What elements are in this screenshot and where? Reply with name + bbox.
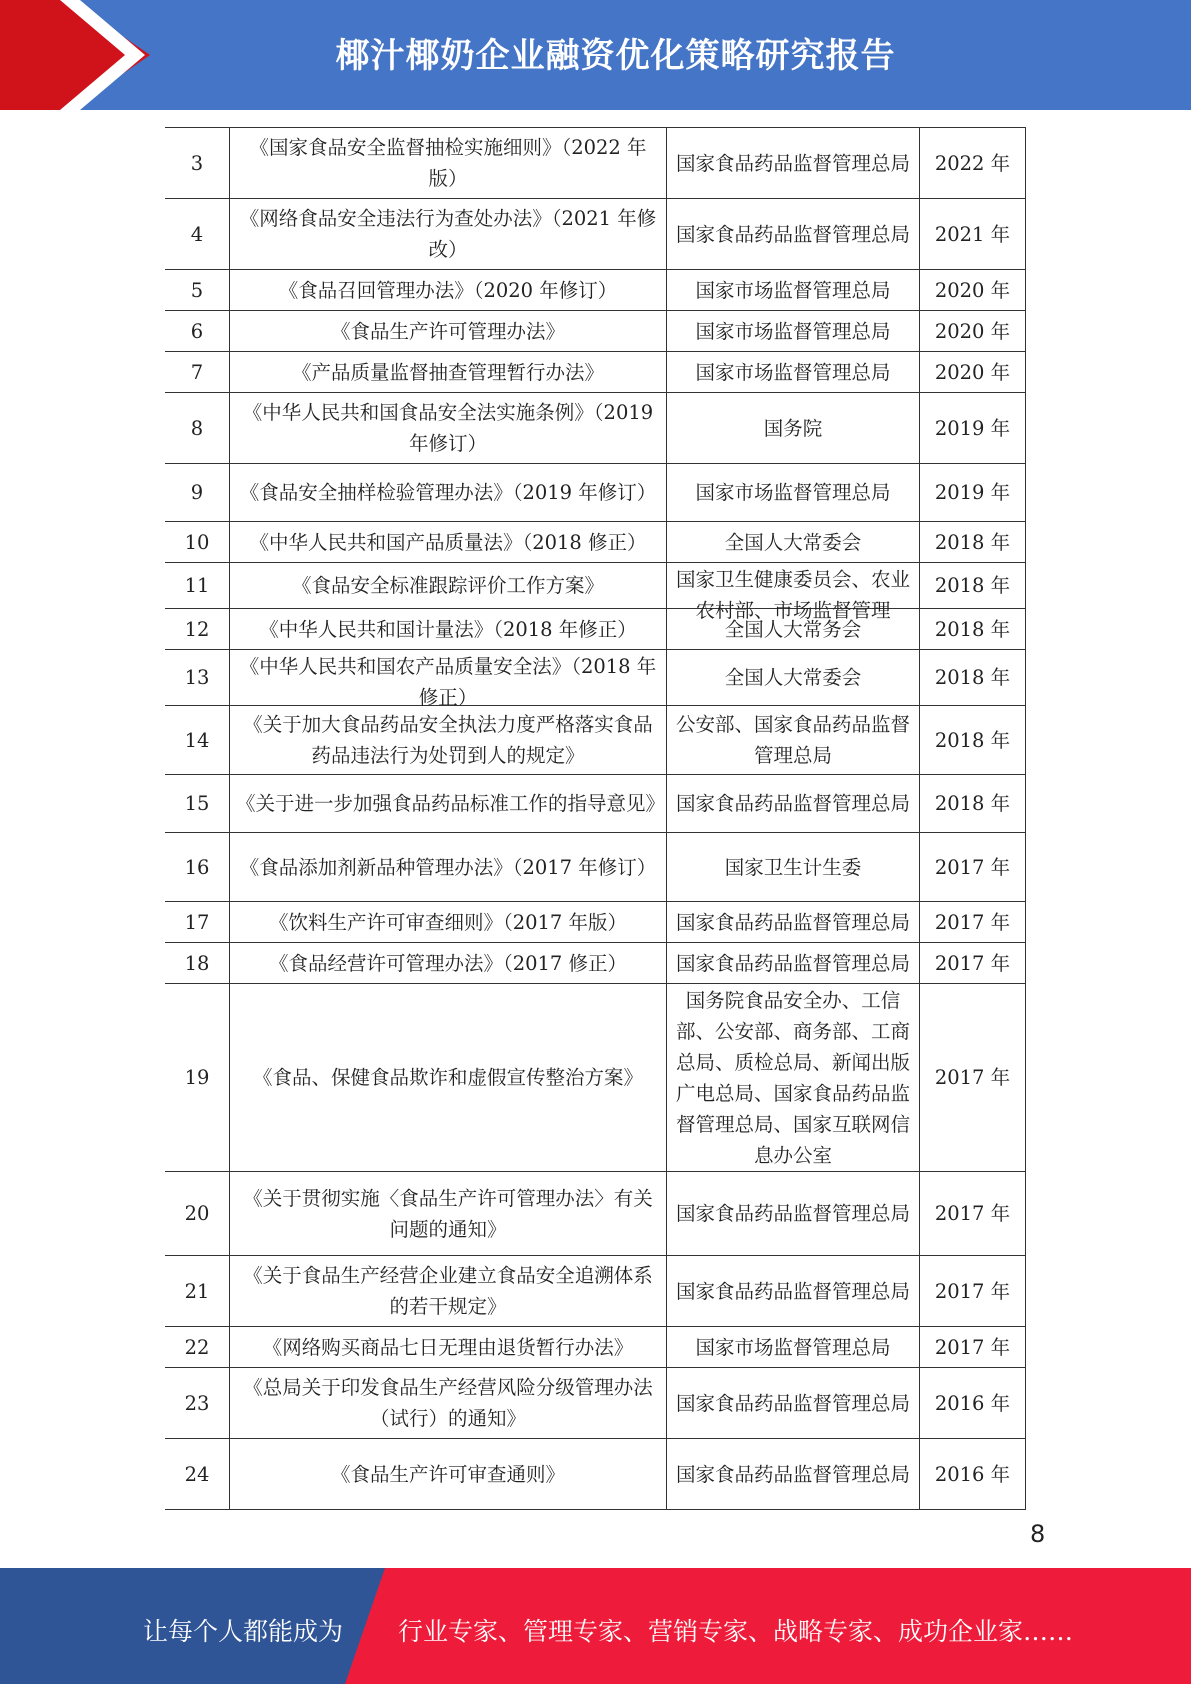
regulation-name-cell-text: 《食品召回管理办法》（2020 年修订） [278,278,618,302]
regulation-name-cell-text: 《食品安全标准跟踪评价工作方案》 [291,574,604,597]
table-row [165,311,1026,352]
page-number: 8 [1030,1520,1046,1548]
row-number-cell [165,464,230,522]
issuing-department-cell-text: 国家市场监督管理总局 [695,1335,891,1359]
issuing-department-cell-text: 国家食品药品监督管理总局 [675,1202,910,1225]
table-row [165,199,1026,270]
issuing-department-cell [667,943,920,984]
regulation-name-cell [230,833,667,902]
table-row [165,1172,1026,1256]
issuing-department-cell [667,270,920,311]
page-footer [0,1568,1191,1684]
regulation-name-cell-text: 《食品、保健食品欺诈和虚假宣传整治方案》 [252,1066,643,1089]
regulation-name-cell-text: 《中华人民共和国农产品质量安全法》（2018 年修正） [239,654,657,709]
issue-year-cell-text: 2018 年 [934,728,1011,752]
regulation-name-cell [230,775,667,833]
table-row [165,270,1026,311]
table-row [165,775,1026,833]
table-row [165,984,1026,1172]
table-row [165,522,1026,563]
issuing-department-cell-text: 国家卫生健康委员会、农业农村部、市场监督管理 [675,567,910,622]
table-row [165,833,1026,902]
issue-year-cell [920,393,1026,464]
issue-year-cell [920,1439,1026,1510]
issuing-department-cell-text: 国家食品药品监督管理总局 [675,151,910,175]
regulation-name-cell [230,706,667,775]
issue-year-cell-text: 2020 年 [934,319,1011,343]
regulation-name-cell-text: 《关于加大食品药品安全执法力度严格落实食品药品违法行为处罚到人的规定》 [243,713,653,767]
regulation-table [165,127,1026,1510]
row-number-cell [165,128,230,199]
regulation-name-cell-text: 《产品质量监督抽查管理暂行办法》 [291,360,604,384]
issuing-department-cell-text: 国家食品药品监督管理总局 [675,1391,910,1415]
table-row [165,650,1026,706]
regulation-name-cell-text: 《关于贯彻实施〈食品生产许可管理办法〉有关问题的通知》 [243,1186,653,1241]
regulation-name-cell-text: 《中华人民共和国食品安全法实施条例》（2019 年修订） [242,401,654,455]
issuing-department-cell [667,650,920,706]
issue-year-cell [920,984,1026,1172]
regulation-name-cell [230,270,667,311]
issuing-department-cell-text: 国务院食品安全办、工信部、公安部、商务部、工商总局、质检总局、新闻出版广电总局、国家食品药品监督管理总局、国家互联网信息办公室 [675,988,910,1167]
issue-year-cell [920,270,1026,311]
row-number-cell [165,270,230,311]
issuing-department-cell-text: 全国人大常务会 [724,617,862,641]
footer-slogan-left: 让每个人都能成为 [143,1617,344,1646]
row-number-cell [165,609,230,650]
issue-year-cell-text: 2022 年 [934,151,1011,175]
issuing-department-cell-text: 国家食品药品监督管理总局 [675,951,910,975]
page-header [0,0,1191,110]
issue-year-cell-text: 2018 年 [934,792,1011,815]
row-number-cell-text: 23 [184,1391,210,1415]
regulation-name-cell [230,1439,667,1510]
issuing-department-cell [667,522,920,563]
issue-year-cell-text: 2020 年 [934,360,1011,384]
regulation-name-cell [230,609,667,650]
issuing-department-cell [667,464,920,522]
issue-year-cell-text: 2016 年 [934,1462,1011,1486]
regulation-name-cell [230,563,667,609]
table-row [165,1256,1026,1327]
issuing-department-cell [667,352,920,393]
issuing-department-cell-text: 全国人大常委会 [724,666,862,689]
row-number-cell [165,650,230,706]
regulation-name-cell [230,352,667,393]
issuing-department-cell [667,775,920,833]
issuing-department-cell-text: 国家市场监督管理总局 [695,481,891,504]
row-number-cell [165,311,230,352]
regulation-table-wrapper [165,127,1026,1510]
regulation-name-cell-text: 《饮料生产许可审查细则》（2017 年版） [268,910,628,934]
issuing-department-cell-text: 国家市场监督管理总局 [695,278,891,302]
issue-year-cell [920,650,1026,706]
issuing-department-cell [667,833,920,902]
regulation-name-cell-text: 《中华人民共和国产品质量法》（2018 修正） [249,530,647,554]
issuing-department-cell-text: 国务院 [763,416,823,440]
row-number-cell-text: 10 [184,530,210,554]
table-row [165,1327,1026,1368]
row-number-cell-text: 19 [184,1066,210,1089]
row-number-cell-text: 4 [190,222,204,246]
row-number-cell [165,1256,230,1327]
regulation-name-cell [230,393,667,464]
issuing-department-cell [667,199,920,270]
regulation-name-cell-text: 《食品添加剂新品种管理办法》（2017 年修订） [239,855,657,879]
table-row [165,1368,1026,1439]
issue-year-cell-text: 2017 年 [934,1202,1011,1225]
row-number-cell-text: 12 [184,617,210,641]
row-number-cell-text: 9 [190,481,204,504]
issue-year-cell-text: 2018 年 [934,530,1011,554]
row-number-cell [165,1327,230,1368]
regulation-name-cell-text: 《总局关于印发食品生产经营风险分级管理办法（试行）的通知》 [243,1376,653,1430]
row-number-cell-text: 24 [184,1462,210,1486]
issue-year-cell [920,775,1026,833]
issuing-department-cell-text: 国家食品药品监督管理总局 [675,1279,910,1303]
regulation-name-cell-text: 《中华人民共和国计量法》（2018 年修正） [259,617,637,641]
issue-year-cell [920,352,1026,393]
issuing-department-cell [667,393,920,464]
issuing-department-cell [667,311,920,352]
row-number-cell [165,943,230,984]
issue-year-cell [920,464,1026,522]
row-number-cell-text: 11 [184,574,210,597]
regulation-name-cell [230,128,667,199]
row-number-cell-text: 15 [184,792,210,815]
issuing-department-cell-text: 国家食品药品监督管理总局 [675,1462,910,1486]
row-number-cell-text: 13 [184,666,210,689]
issue-year-cell-text: 2017 年 [934,855,1011,879]
issuing-department-cell [667,1439,920,1510]
row-number-cell [165,1368,230,1439]
issue-year-cell [920,609,1026,650]
issue-year-cell-text: 2017 年 [934,1279,1011,1303]
issue-year-cell [920,563,1026,609]
issue-year-cell-text: 2018 年 [934,666,1011,689]
regulation-name-cell-text: 《网络购买商品七日无理由退货暂行办法》 [262,1335,634,1359]
table-row [165,464,1026,522]
issuing-department-cell [667,563,920,622]
row-number-cell-text: 7 [190,360,204,384]
regulation-name-cell-text: 《食品安全抽样检验管理办法》（2019 年修订） [239,481,657,504]
regulation-name-cell-text: 《关于食品生产经营企业建立食品安全追溯体系的若干规定》 [243,1264,653,1318]
issuing-department-cell-text: 国家卫生计生委 [724,855,862,879]
issuing-department-cell [667,1172,920,1256]
table-row [165,902,1026,943]
row-number-cell [165,522,230,563]
regulation-name-cell-text: 《网络食品安全违法行为查处办法》（2021 年修改） [239,207,657,261]
issuing-department-cell-text: 国家食品药品监督管理总局 [675,222,910,246]
table-row [165,128,1026,199]
row-number-cell [165,1172,230,1256]
table-row [165,609,1026,650]
table-row [165,393,1026,464]
issue-year-cell [920,1368,1026,1439]
regulation-name-cell-text: 《食品经营许可管理办法》（2017 修正） [268,951,628,975]
issuing-department-cell-text: 公安部、国家食品药品监督管理总局 [675,713,910,767]
issue-year-cell-text: 2018 年 [934,617,1011,641]
row-number-cell [165,706,230,775]
row-number-cell-text: 16 [184,855,210,879]
issue-year-cell-text: 2020 年 [934,278,1011,302]
issuing-department-cell-text: 国家市场监督管理总局 [695,319,891,343]
row-number-cell [165,393,230,464]
row-number-cell-text: 8 [190,416,204,440]
table-row [165,563,1026,609]
issue-year-cell-text: 2019 年 [934,481,1011,504]
issue-year-cell [920,199,1026,270]
row-number-cell-text: 21 [184,1279,210,1303]
issuing-department-cell [667,128,920,199]
regulation-name-cell [230,1256,667,1327]
row-number-cell [165,902,230,943]
row-number-cell-text: 18 [184,951,210,975]
row-number-cell-text: 22 [184,1335,210,1359]
row-number-cell-text: 5 [190,278,204,302]
issue-year-cell-text: 2017 年 [934,1335,1011,1359]
issue-year-cell-text: 2021 年 [934,222,1011,246]
row-number-cell [165,1439,230,1510]
issuing-department-cell [667,902,920,943]
row-number-cell [165,775,230,833]
table-row [165,943,1026,984]
issue-year-cell-text: 2018 年 [934,574,1011,597]
issue-year-cell [920,522,1026,563]
regulation-name-cell [230,943,667,984]
table-row [165,1439,1026,1510]
issue-year-cell [920,943,1026,984]
regulation-name-cell [230,464,667,522]
regulation-name-cell [230,1327,667,1368]
issue-year-cell [920,1327,1026,1368]
regulation-name-cell-text: 《国家食品安全监督抽检实施细则》（2022 年版） [249,136,647,190]
row-number-cell-text: 6 [190,319,204,343]
regulation-name-cell-text: 《关于进一步加强食品药品标准工作的指导意见》 [236,792,666,815]
issuing-department-cell [667,706,920,775]
regulation-name-cell [230,1172,667,1256]
issue-year-cell-text: 2016 年 [934,1391,1011,1415]
issue-year-cell [920,311,1026,352]
header-title: 椰汁椰奶企业融资优化策略研究报告 [335,36,896,76]
issuing-department-cell-text: 国家市场监督管理总局 [695,360,891,384]
issue-year-cell-text: 2017 年 [934,910,1011,934]
footer-slogan-right: 行业专家、管理专家、营销专家、战略专家、成功企业家…… [398,1617,1074,1646]
row-number-cell [165,563,230,609]
issue-year-cell-text: 2017 年 [934,951,1011,975]
row-number-cell-text: 20 [184,1202,210,1225]
issue-year-cell [920,833,1026,902]
issue-year-cell-text: 2019 年 [934,416,1011,440]
regulation-name-cell [230,984,667,1172]
regulation-name-cell [230,522,667,563]
regulation-name-cell [230,650,667,709]
row-number-cell-text: 14 [184,728,210,752]
issue-year-cell [920,902,1026,943]
issuing-department-cell [667,1327,920,1368]
issue-year-cell [920,128,1026,199]
issuing-department-cell-text: 国家食品药品监督管理总局 [675,910,910,934]
regulation-name-cell-text: 《食品生产许可审查通则》 [330,1462,565,1486]
issue-year-cell [920,706,1026,775]
issue-year-cell [920,1256,1026,1327]
table-row [165,706,1026,775]
issue-year-cell-text: 2017 年 [934,1066,1011,1089]
row-number-cell [165,984,230,1172]
table-row [165,352,1026,393]
issuing-department-cell [667,1368,920,1439]
issue-year-cell [920,1172,1026,1256]
issuing-department-cell [667,984,920,1172]
regulation-name-cell [230,902,667,943]
issuing-department-cell [667,1256,920,1327]
row-number-cell-text: 17 [184,910,210,934]
regulation-name-cell [230,199,667,270]
row-number-cell [165,199,230,270]
regulation-name-cell [230,1368,667,1439]
row-number-cell [165,833,230,902]
row-number-cell-text: 3 [190,151,204,175]
issuing-department-cell-text: 国家食品药品监督管理总局 [675,792,910,815]
regulation-name-cell [230,311,667,352]
row-number-cell [165,352,230,393]
regulation-name-cell-text: 《食品生产许可管理办法》 [330,319,565,343]
issuing-department-cell-text: 全国人大常委会 [724,530,862,554]
